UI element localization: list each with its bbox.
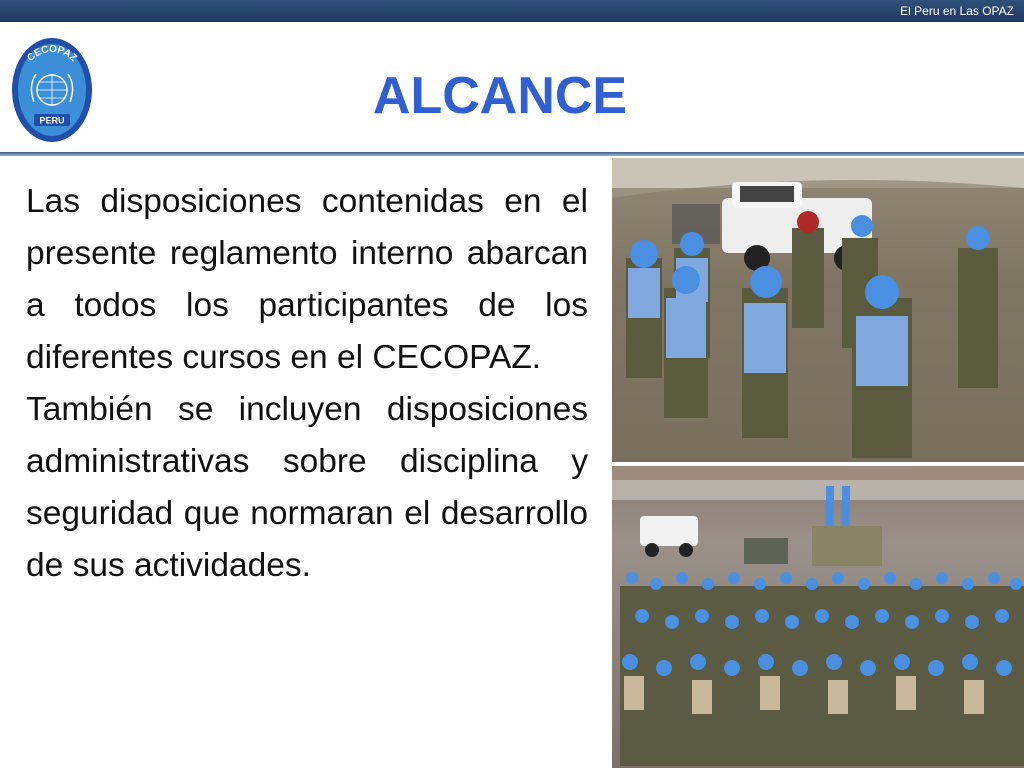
body-paragraph: Las disposiciones contenidas en el presente reglamento interno abarcan a todos los participantes de los diferentes cursos en el CECOPAZ. (26, 183, 588, 376)
top-bar (0, 0, 1024, 22)
cecopaz-logo (10, 36, 94, 144)
slide-body (26, 176, 588, 592)
title-divider (0, 152, 1024, 156)
photo-peacekeepers-formation (612, 466, 1024, 768)
logo-bottom-text: PERU (39, 115, 65, 126)
slide-title: ALCANCE (372, 67, 628, 125)
logo-top-text: CECOPAZ (25, 43, 79, 65)
body-paragraph: También se incluyen disposiciones administrativas sobre disciplina y seguridad que normaran el desarrollo de sus actividades. (26, 391, 588, 584)
header-corner-text: El Peru en Las OPAZ (900, 4, 1014, 18)
photo-peacekeepers-truck (612, 158, 1024, 462)
